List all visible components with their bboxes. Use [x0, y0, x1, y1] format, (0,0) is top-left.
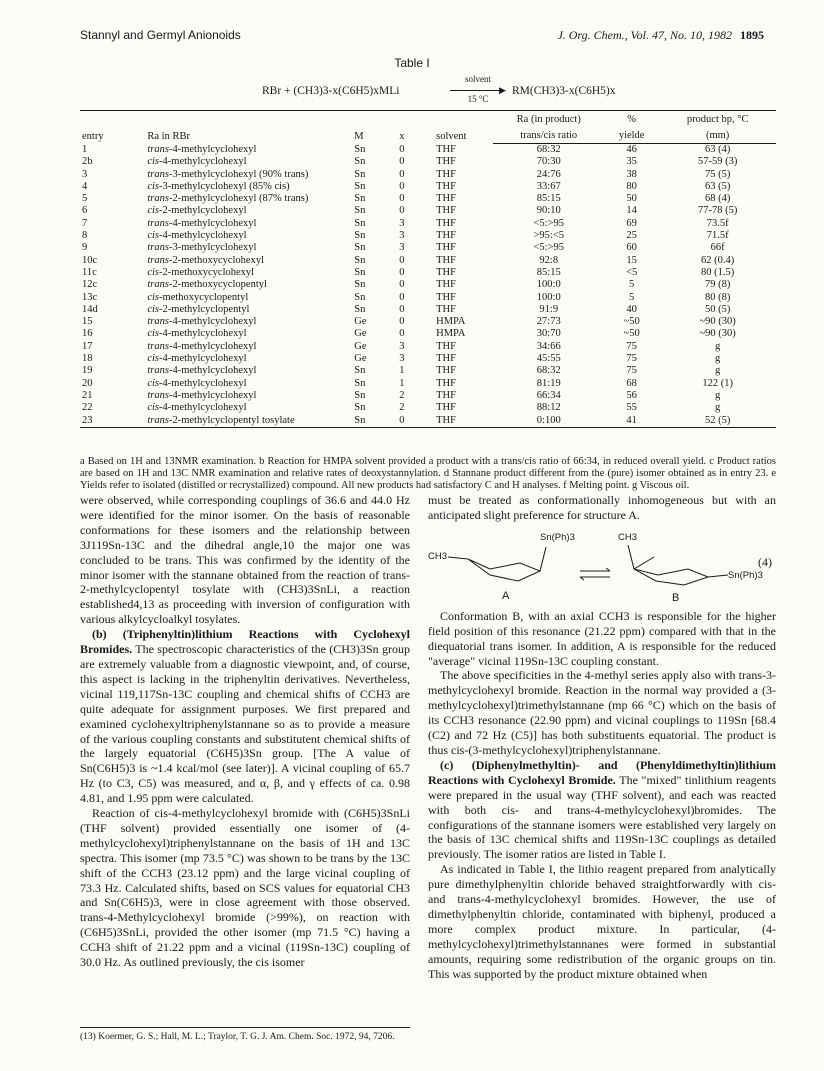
cell-yield: 5	[629, 291, 635, 303]
cell-yield: 46	[626, 144, 637, 155]
cell-m: Sn	[354, 180, 366, 192]
arrow-condition-temp: 15 °C	[467, 94, 489, 104]
cell-r: trans-3-methylcyclohexyl (90% trans)	[147, 168, 309, 180]
cell-solvent: THF	[436, 168, 456, 180]
cell-bp: 75 (5)	[704, 168, 731, 180]
paragraph: As indicated in Table I, the lithio reagent prepared from analytically pure dimethylphenyltin chloride behaved straightforwardly with cis- and trans-4-methylcyclohexyl bromides. However, the use of dimethylphenyltin chloride, contaminated with biphenyl, produced a more complex product mixture. In particular, (4-methylcyclohexyl)trimethylstannanes were formed in substantial amounts, requiring some redistribution of the organic groups on tin. This was supported by the product mixture obtained when	[428, 862, 776, 981]
substituent-sn-a: Sn(Ph)3	[540, 531, 575, 543]
cell-yield: 60	[626, 242, 637, 254]
cell-ratio: 81:19	[536, 377, 561, 389]
cell-x: 2	[399, 389, 405, 401]
cell-entry: 7	[82, 217, 88, 229]
cell-x: 3	[399, 353, 405, 365]
cell-solvent: THF	[436, 180, 456, 192]
col-header-ratio-top: Ra (in product)	[493, 111, 604, 128]
cell-yield: ~50	[623, 328, 640, 340]
cell-x: 0	[399, 254, 405, 266]
cell-x: 0	[399, 279, 405, 291]
substituent-ch3-b: CH3	[618, 531, 638, 543]
table-row	[80, 304, 776, 316]
data-table	[80, 110, 776, 428]
scheme-reactants: RBr + (CH3)3-x(C6H5)xMLi	[262, 85, 400, 97]
conformation-equilibrium	[428, 525, 776, 605]
cell-entry: 2b	[82, 156, 93, 168]
table-row	[80, 353, 776, 365]
table-row	[80, 279, 776, 291]
cell-ratio: 100:0	[536, 279, 561, 291]
page-number: 1895	[740, 28, 764, 42]
substituent-ch3-a: CH3	[428, 550, 448, 562]
cell-m: Sn	[354, 254, 366, 266]
table-footnotes: a Based on 1H and 13NMR examination. b Reaction for HMPA solvent provided a product with a trans/cis ratio of 66:34, in reduced overall yield. c Product ratios are based on 1H and 13C NMR examination and relative rates of deoxystannylation. d Stannane product different from the (pure) isomer obtained as in entry 23. e Yields refer to isolated (distilled or recrystallized) compound. All new products had satisfactory C and H analyses. f Melting point. g Viscous oil.	[80, 456, 776, 491]
cell-x: 2	[399, 402, 405, 414]
cell-yield: 56	[626, 389, 637, 401]
cell-solvent: THF	[436, 340, 456, 352]
cell-solvent: THF	[436, 242, 456, 254]
cell-entry: 14d	[82, 303, 98, 315]
cell-m: Sn	[354, 205, 366, 217]
journal-citation	[557, 28, 764, 43]
section-heading: (c) (Diphenylmethyltin)- and (Phenyldimethyltin)lithium Reactions with Cyclohexyl Bromide.	[428, 757, 776, 787]
cell-x: 0	[399, 168, 405, 180]
table-row	[80, 341, 776, 353]
cell-solvent: HMPA	[436, 328, 466, 340]
cell-r: trans-2-methoxycyclohexyl	[147, 254, 265, 266]
cell-r: cis-4-methylcyclohexyl	[147, 402, 247, 414]
table-row	[80, 365, 776, 377]
cell-m: Sn	[354, 303, 366, 315]
cell-entry: 9	[82, 242, 88, 254]
table-row	[80, 328, 776, 340]
arrow-condition-solvent: solvent	[465, 74, 491, 84]
cell-solvent: THF	[436, 143, 456, 155]
running-header	[80, 28, 764, 42]
cell-bp: 80 (1.5)	[701, 266, 735, 278]
cell-entry: 20	[82, 377, 93, 389]
paragraph: were observed, while corresponding couplings of 36.6 and 44.0 Hz were identified for the minor isomer. On the basis of reasonable conformations for these isomers and the relationship between 3J119Sn-13C and the dihedral angle,10 the major one was concluded to be trans. This was confirmed by the identity of the minor isomer with the stannane obtained from the reaction of trans-2-methylcyclopentyl tosylate with (CH3)3SnLi, a reaction established4,13 as proceeding with inversion of configuration with various alkylcycloalkyl tosylates.	[80, 493, 410, 627]
cell-bp: 79 (8)	[704, 279, 731, 291]
cell-entry: 22	[82, 402, 93, 414]
arrow-line	[450, 90, 502, 91]
cell-ratio: 34:66	[536, 340, 561, 352]
col-header-bp-bottom: (mm)	[659, 127, 776, 144]
table-row	[80, 205, 776, 217]
section-heading: (b) (Triphenyltin)lithium Reactions with Cyclohexyl Bromides.	[80, 627, 410, 657]
col-header-m: M	[352, 111, 397, 144]
cell-bp: 80 (8)	[704, 291, 731, 303]
cell-bp: 62 (0.4)	[701, 254, 735, 266]
cell-m: Sn	[354, 291, 366, 303]
cell-entry: 8	[82, 230, 88, 242]
cell-solvent: THF	[436, 389, 456, 401]
cell-m: Sn	[354, 156, 366, 168]
cell-x: 0	[399, 205, 405, 217]
cell-solvent: THF	[436, 217, 456, 229]
cell-ratio: 0:100	[493, 415, 604, 428]
cell-x: 0	[399, 156, 405, 168]
cell-solvent: THF	[436, 205, 456, 217]
cell-x: 0	[397, 415, 434, 428]
cell-r: trans-2-methylcyclopentyl tosylate	[139, 415, 352, 428]
cell-yield: 14	[626, 205, 637, 217]
cell-x: 3	[399, 340, 405, 352]
cell-entry: 18	[82, 353, 93, 365]
cell-solvent: THF	[436, 303, 456, 315]
cell-bp: 73.5f	[706, 217, 729, 229]
cell-yield: <5	[626, 266, 638, 278]
table-row	[80, 230, 776, 242]
cell-solvent: THF	[436, 377, 456, 389]
table-row	[80, 402, 776, 414]
cell-r: cis-methoxycyclopentyl	[147, 291, 249, 303]
cell-m: Sn	[354, 377, 366, 389]
table-body	[80, 144, 776, 428]
cell-bp: 63 (5)	[704, 180, 731, 192]
cell-m: Ge	[354, 353, 367, 365]
cell-r: trans-4-methylcyclohexyl	[147, 217, 257, 229]
col-header-x: x	[397, 111, 434, 144]
cell-r: cis-2-methylcyclohexyl	[147, 205, 247, 217]
col-header-yield-bottom: yielde	[604, 127, 659, 144]
scheme-product: RM(CH3)3-x(C6H5)x	[512, 85, 616, 97]
cell-entry: 11c	[82, 266, 97, 278]
cell-ratio: 92:8	[539, 254, 559, 266]
cell-bp: 68 (4)	[704, 193, 731, 205]
cell-yield: 40	[626, 303, 637, 315]
table-row	[80, 267, 776, 279]
cell-yield: 5	[629, 279, 635, 291]
reaction-arrow	[448, 74, 508, 108]
cell-entry: 19	[82, 365, 93, 377]
cell-r: cis-3-methylcyclohexyl (85% cis)	[147, 180, 290, 192]
table-row	[80, 316, 776, 328]
substituent-sn-b: Sn(Ph)3	[728, 569, 763, 581]
cell-ratio: 33:67	[536, 180, 561, 192]
paragraph: The above specificities in the 4-methyl series apply also with trans-3-methylcyclohexyl bromide. Reaction in the normal way provided a (3-methylcyclohexyl)trimethylstannane (mp 66 °C) which on the basis of its CCH3 resonance (22.90 ppm) and vicinal couplings to 119Sn [68.4 (C2) and 72 Hz (C5)] has both substituents equatorial. The product is thus cis-(3-methylcyclohexyl)triphenylstannane.	[428, 668, 776, 757]
cell-m: Sn	[352, 415, 397, 428]
cell-bp: 63 (4)	[704, 144, 731, 155]
cell-bp: ~90 (30)	[699, 328, 736, 340]
table-row	[80, 193, 776, 205]
table-title: Table I	[394, 56, 430, 70]
cell-x: 0	[399, 266, 405, 278]
cell-bp: g	[715, 340, 721, 352]
cell-m: Sn	[354, 230, 366, 242]
cell-r: cis-4-methylcyclohexyl	[147, 156, 247, 168]
cell-m: Ge	[354, 328, 367, 340]
cell-r: trans-2-methoxycyclopentyl	[147, 279, 267, 291]
running-title: Stannyl and Germyl Anionoids	[80, 28, 241, 42]
cell-r: trans-4-methylcyclohexyl	[147, 316, 257, 328]
structure-label-a: A	[502, 589, 510, 602]
cell-m: Sn	[354, 242, 366, 254]
cell-ratio: <5:>95	[533, 217, 564, 229]
cell-ratio: >95:<5	[533, 230, 564, 242]
cell-x: 1	[399, 377, 405, 389]
cell-yield: ~50	[623, 316, 640, 328]
cell-r: cis-4-methylcyclohexyl	[147, 377, 247, 389]
cell-solvent: HMPA	[436, 316, 466, 328]
cell-x: 1	[399, 365, 405, 377]
cell-yield: 75	[626, 365, 637, 377]
cell-entry: 16	[82, 328, 93, 340]
cell-ratio: 85:15	[536, 266, 561, 278]
arrow-head-icon: ▶	[499, 85, 506, 95]
cell-x: 0	[399, 328, 405, 340]
cell-entry: 5	[82, 193, 88, 205]
cell-solvent: THF	[436, 279, 456, 291]
cell-ratio: 100:0	[536, 291, 561, 303]
cell-bp: 57-59 (3)	[697, 156, 738, 168]
cell-r: trans-4-methylcyclohexyl	[147, 340, 257, 352]
cell-yield: 15	[626, 254, 637, 266]
cell-m: Ge	[354, 340, 367, 352]
structure-label-b: B	[672, 591, 680, 604]
cell-ratio: 45:55	[536, 353, 561, 365]
cell-yield: 35	[626, 156, 637, 168]
cell-yield: 38	[626, 168, 637, 180]
cell-x: 0	[399, 303, 405, 315]
cell-yield: 75	[626, 340, 637, 352]
cell-entry: 10c	[82, 254, 98, 266]
cell-bp: g	[715, 389, 721, 401]
table-row	[80, 415, 776, 428]
cell-ratio: 66:34	[536, 389, 561, 401]
cell-entry: 12c	[82, 279, 98, 291]
cell-r: trans-4-methylcyclohexyl	[147, 365, 257, 377]
cell-bp: 71.5f	[706, 230, 729, 242]
cell-x: 3	[399, 230, 405, 242]
table-row	[80, 181, 776, 193]
cell-x: 0	[399, 143, 405, 155]
cell-entry: 6	[82, 205, 88, 217]
cell-solvent: THF	[436, 230, 456, 242]
cell-m: Sn	[354, 143, 366, 155]
table-row	[80, 242, 776, 254]
cell-m: Sn	[354, 217, 366, 229]
cell-ratio: 30:70	[536, 328, 561, 340]
cell-solvent: THF	[436, 402, 456, 414]
table-row	[80, 378, 776, 390]
cell-ratio: 70:30	[536, 156, 561, 168]
col-header-ratio-bottom: trans/cis ratio	[493, 127, 604, 144]
cell-ratio: 88:12	[536, 402, 561, 414]
col-header-r: Ra in RBr	[139, 111, 352, 144]
cell-m: Sn	[354, 168, 366, 180]
cell-x: 0	[399, 316, 405, 328]
table-row	[80, 169, 776, 181]
reference-footnote: (13) Koermer, G. S.; Hall, M. L.; Traylor, T. G. J. Am. Chem. Soc. 1972, 94, 7206.	[80, 1027, 410, 1043]
cell-m: Sn	[354, 402, 366, 414]
right-column	[428, 493, 776, 981]
paragraph-text: The spectroscopic characteristics of the (CH3)3Sn group are extremely valuable from a diagnostic viewpoint, and, of course, this aspect is lacking in the triphenyltin derivatives. Nevertheless, vicinal 119,117Sn-13C coupling and chemical shifts of CCH3 are quite adequate for assignment purposes. We first prepared and examined cyclohexyltriphenylstannane so as to provide a measure of the various coupling constants and substitutent chemical shifts of the largely equatorial (C6H5)3Sn group. [The A value of Sn(C6H5)3 is ~1.4 kcal/mol (see later)]. A vicinal coupling of 65.7 Hz (to C3, C5) was measured, and α, β, and γ effects of ca. 0.98 4.81, and 1.95 ppm were calculated.	[80, 642, 410, 806]
cell-m: Sn	[354, 389, 366, 401]
cell-entry: 4	[82, 180, 88, 192]
table-row	[80, 255, 776, 267]
cell-r: cis-4-methylcyclohexyl	[147, 353, 247, 365]
cell-m: Sn	[354, 193, 366, 205]
table-row	[80, 144, 776, 157]
cell-yield: 69	[626, 217, 637, 229]
cell-bp: g	[715, 365, 721, 377]
cell-ratio: 90:10	[536, 205, 561, 217]
table-row	[80, 156, 776, 168]
cell-entry: 15	[82, 316, 93, 328]
cell-yield: 80	[626, 180, 637, 192]
cell-bp: 122 (1)	[702, 377, 733, 389]
cell-yield: 50	[626, 193, 637, 205]
left-column	[80, 493, 410, 970]
paragraph: Reaction of cis-4-methylcyclohexyl bromide with (C6H5)3SnLi (THF solvent) provided essentially one isomer of (4-methylcyclohexyl)triphenylstannane on the basis of 1H and 13C spectra. This isomer (mp 73.5 °C) was shown to be trans by the 13C shift of the CCH3 (23.12 ppm) and the large vicinal coupling of 73.3 Hz. Calculated shifts, based on SCS values for equatorial CH3 and Sn(C6H5)3, were in close agreement with those observed. trans-4-Methylcyclohexyl bromide (>99%), on reaction with (C6H5)3SnLi, provided the other isomer (mp 71.5 °C) having a CCH3 shift of 21.22 ppm and a vicinal (119Sn-13C) coupling of 30.0 Hz. As outlined previously, the cis isomer	[80, 806, 410, 970]
cell-r: trans-4-methylcyclohexyl	[147, 389, 257, 401]
cell-x: 0	[399, 180, 405, 192]
cell-r: cis-4-methylcyclohexyl	[147, 230, 247, 242]
section-paragraph	[428, 758, 776, 862]
cell-solvent: THF	[436, 156, 456, 168]
cell-r: cis-4-methylcyclohexyl	[147, 328, 247, 340]
cell-solvent: THF	[436, 266, 456, 278]
cell-yield: 75	[626, 353, 637, 365]
col-header-bp-top: product bp, °C	[659, 111, 776, 128]
cell-bp: 50 (5)	[704, 303, 731, 315]
cell-ratio: 91:9	[539, 303, 559, 315]
cell-ratio: 85:15	[536, 193, 561, 205]
cell-r: trans-4-methylcyclohexyl	[147, 143, 257, 155]
cell-yield: 55	[626, 402, 637, 414]
cell-r: trans-3-methylcyclohexyl	[147, 242, 257, 254]
cell-solvent: THF	[436, 193, 456, 205]
cell-x: 0	[399, 193, 405, 205]
cell-ratio: 68:32	[536, 365, 561, 377]
cell-solvent: THF	[436, 353, 456, 365]
section-paragraph	[80, 627, 410, 806]
cell-bp: g	[715, 402, 721, 414]
cell-r: cis-2-methylcyclopentyl	[147, 303, 250, 315]
cell-m: Sn	[354, 266, 366, 278]
cell-x: 3	[399, 217, 405, 229]
cyclohexane-structures-icon	[428, 525, 776, 605]
equation-number: (4)	[758, 554, 772, 569]
cell-yield: 41	[604, 415, 659, 428]
cell-r: cis-2-methoxycyclohexyl	[147, 266, 255, 278]
paragraph: Conformation B, with an axial CCH3 is responsible for the higher field position of this resonance (21.22 ppm) compared with that in the diequatorial trans isomer. In addition, A is responsible for the reduced "average" vicinal 119Sn-13C coupling constant.	[428, 608, 776, 668]
cell-bp: 77-78 (5)	[697, 205, 738, 217]
journal-name: J. Org. Chem., Vol. 47, No. 10, 1982	[557, 28, 732, 42]
cell-m: Sn	[354, 279, 366, 291]
cell-bp: g	[715, 353, 721, 365]
table-row	[80, 292, 776, 304]
cell-r: trans-2-methylcyclohexyl (87% trans)	[147, 193, 309, 205]
cell-yield: 68	[626, 377, 637, 389]
cell-x: 3	[399, 242, 405, 254]
table-row	[80, 218, 776, 230]
cell-ratio: 24:76	[536, 168, 561, 180]
cell-solvent: THF	[436, 365, 456, 377]
cell-bp: ~90 (30)	[699, 316, 736, 328]
cell-m: Sn	[354, 365, 366, 377]
cell-bp: 52 (5)	[659, 415, 776, 428]
col-header-entry: entry	[80, 111, 139, 144]
cell-ratio: 27:73	[536, 316, 561, 328]
cell-yield: 25	[626, 230, 637, 242]
cell-entry: 3	[82, 168, 88, 180]
cell-x: 0	[399, 291, 405, 303]
cell-solvent: THF	[436, 291, 456, 303]
cell-entry: 21	[82, 389, 93, 401]
paragraph-text: The "mixed" tinlithium reagents were prepared in the usual way (THF solvent), and each was reacted with both cis- and trans-4-methylcyclohexyl)bromides. The configurations of the stannane isomers were established very largely on the basis of 13C chemical shifts and 119Sn-13C couplings as detailed previously. The isomer ratios are listed in Table I.	[428, 772, 777, 862]
reaction-scheme	[262, 74, 616, 108]
cell-ratio: <5:>95	[533, 242, 564, 254]
cell-m: Ge	[354, 316, 367, 328]
cell-entry: 13c	[82, 291, 98, 303]
table-row	[80, 390, 776, 402]
cell-bp: 66f	[710, 242, 725, 254]
cell-solvent: THF	[436, 254, 456, 266]
table-header-row	[80, 111, 776, 128]
cell-ratio: 68:32	[536, 144, 561, 155]
cell-entry: 17	[82, 340, 93, 352]
cell-solvent: THF	[434, 415, 493, 428]
cell-entry: 1	[82, 143, 88, 155]
col-header-yield-top: %	[604, 111, 659, 128]
cell-entry: 23	[80, 415, 139, 428]
paragraph: must be treated as conformationally inhomogeneous but with an anticipated slight preference for structure A.	[428, 493, 776, 522]
col-header-solvent: solvent	[434, 111, 493, 144]
